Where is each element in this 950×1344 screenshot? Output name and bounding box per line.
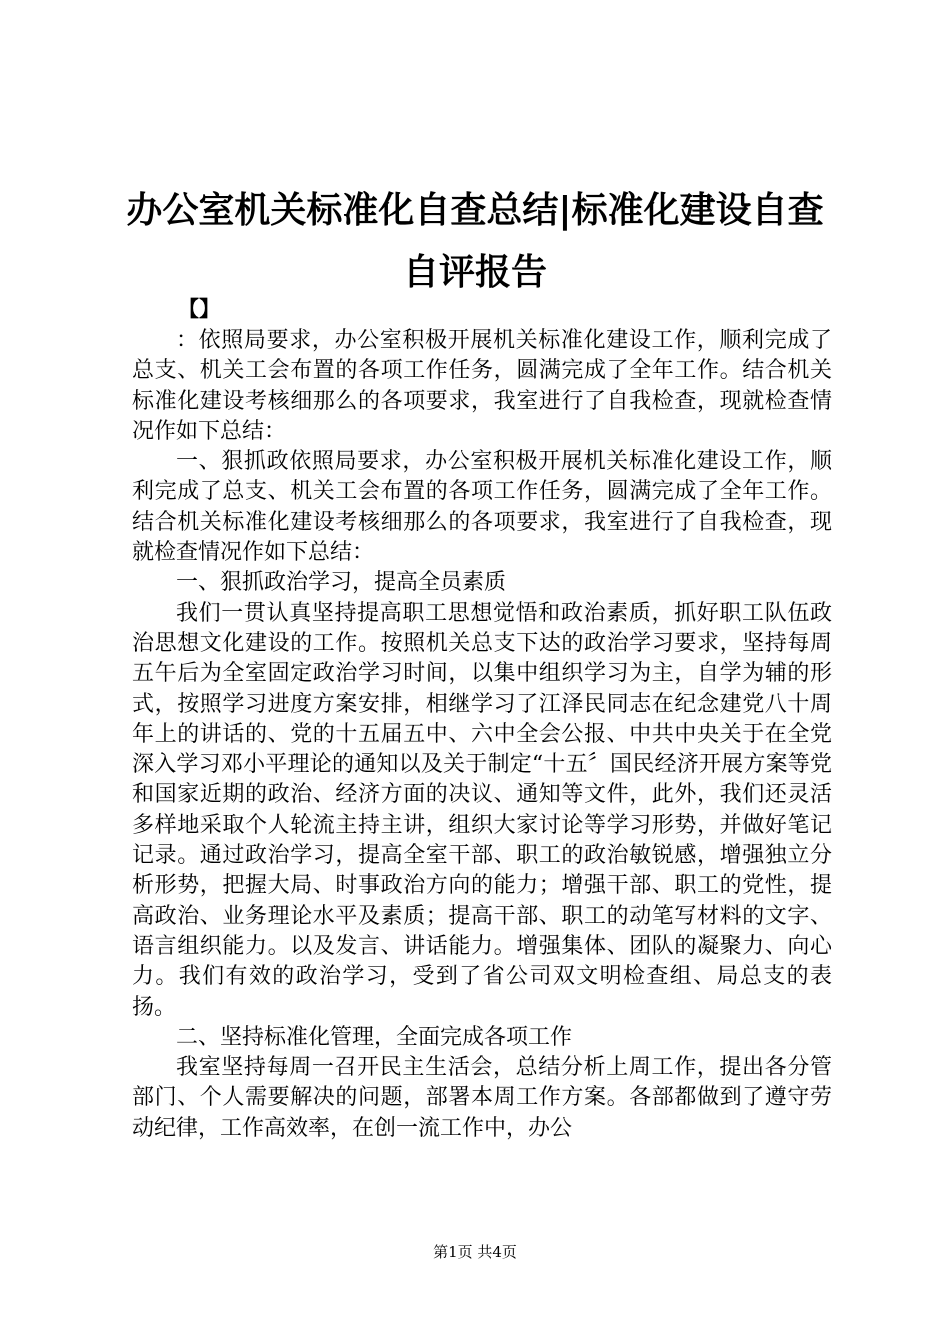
document-body bbox=[132, 326, 832, 1144]
paragraph-intro: ：依照局要求，办公室积极开展机关标准化建设工作，顺利完成了总支、机关工会布置的各项工作任务，圆满完成了全年工作。结合机关标准化建设考核细那么的各项要求，我室进行了自我检查，现就检查情况作如下总结： bbox=[132, 328, 832, 444]
section-heading-1: 一、狠抓政治学习，提高全员素质 bbox=[176, 570, 507, 596]
paragraph-political-study: 我们一贯认真坚持提高职工思想觉悟和政治素质，抓好职工队伍政治思想文化建设的工作。按照机关总支下达的政治学习要求，坚持每周五午后为全室固定政治学习时间，以集中组织学习为主，自学为辅的形式，按照学习进度方案安排，相继学习了江泽民同志在纪念建党八十周年上的讲话的、党的十五届五中、六中全会公报、中共中央关于在全党深入学习邓小平理论的通知以及关于制定“十五〞国民经济开展方案等党和国家近期的政治、经济方面的决议、通知等文件，此外，我们还灵活多样地采取个人轮流主持主讲，组织大家讨论等学习形势，并做好笔记记录。通过政治学习，提高全室干部、职工的政治敏锐感，增强独立分析形势，把握大局、时事政治方向的能力；增强干部、职工的党性，提高政治、业务理论水平及素质；提高干部、职工的动笔写材料的文字、语言组织能力。以及发言、讲话能力。增强集体、团队的凝聚力、向心力。我们有效的政治学习，受到了省公司双文明检查组、局总支的表扬。 bbox=[132, 600, 832, 1020]
paragraph-repeat-intro: 一、狠抓政依照局要求，办公室积极开展机关标准化建设工作，顺利完成了总支、机关工会布置的各项工作任务，圆满完成了全年工作。结合机关标准化建设考核细那么的各项要求，我室进行了自我检查，现就检查情况作如下总结： bbox=[132, 449, 832, 566]
paragraph-standard-management: 我室坚持每周一召开民主生活会，总结分析上周工作，提出各分管部门、个人需要解决的问题，部署本周工作方案。各部都做到了遵守劳动纪律，工作高效率，在创一流工作中，办公 bbox=[132, 1055, 832, 1141]
section-heading-2: 二、坚持标准化管理，全面完成各项工作 bbox=[176, 1024, 573, 1050]
document-title: 办公室机关标准化自查总结|标准化建设自查自评报告 bbox=[126, 190, 824, 293]
empty-bracket-label: 【】 bbox=[178, 297, 220, 321]
page-footer: 第1页 共4页 bbox=[433, 1243, 517, 1261]
